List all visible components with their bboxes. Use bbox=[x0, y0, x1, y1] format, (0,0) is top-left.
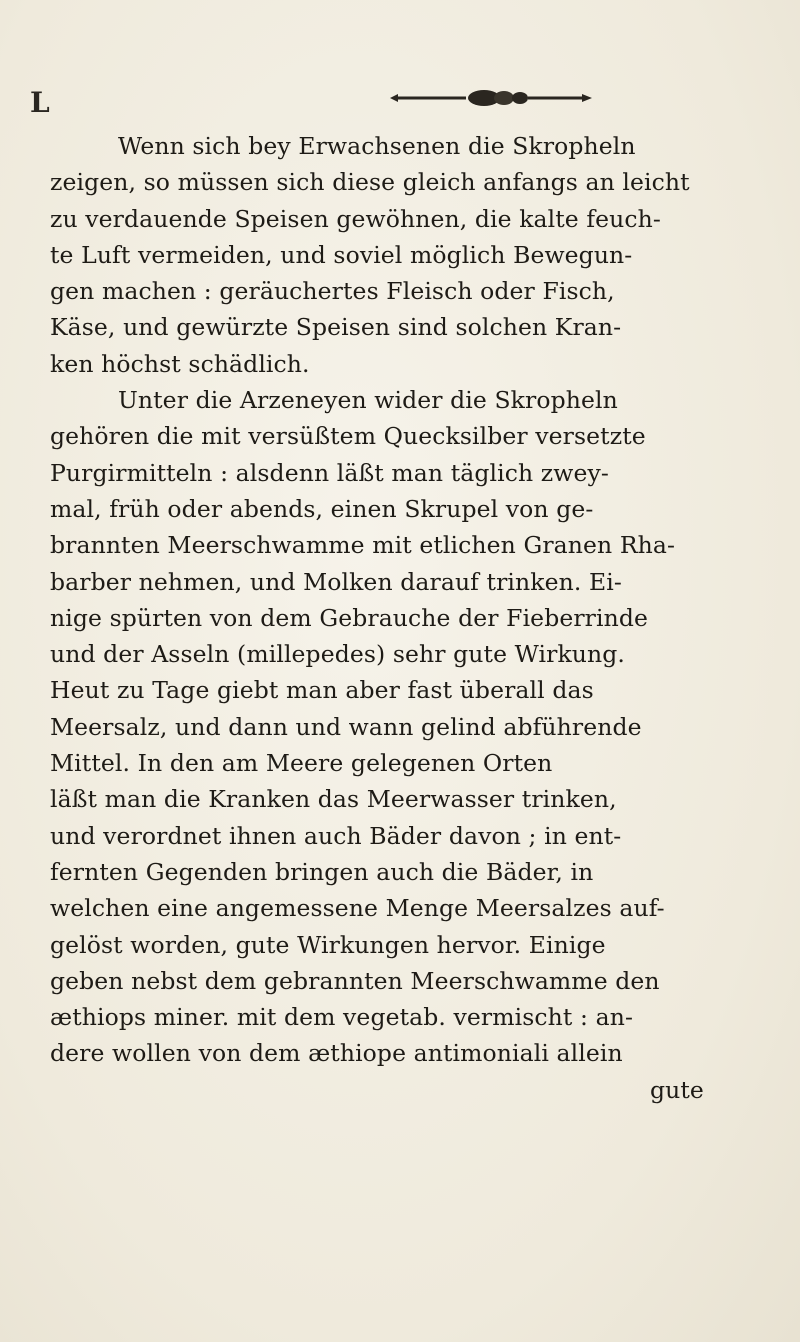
text-line: zeigen, so müssen sich diese gleich anfangs an leicht bbox=[50, 168, 690, 197]
text-line: brannten Meerschwamme mit etlichen Granen Rha- bbox=[50, 531, 675, 560]
text-line: mal, früh oder abends, einen Skrupel von ge- bbox=[50, 494, 594, 523]
text-line: æthiops miner. mit dem vegetab. vermischt : an- bbox=[50, 1003, 633, 1032]
text-line: te Luft vermeiden, und soviel möglich Bewegun- bbox=[50, 240, 633, 269]
text-line: ken höchst schädlich. bbox=[50, 349, 310, 378]
text-line: Meersalz, und dann und wann gelind abführende bbox=[50, 712, 642, 741]
text-line: gen machen : geräuchertes Fleisch oder Fisch, bbox=[50, 277, 615, 306]
body-text bbox=[50, 128, 762, 1108]
text-line: dere wollen von dem æthiope antimoniali allein bbox=[50, 1039, 623, 1068]
text-line: und der Asseln (millepedes) sehr gute Wirkung. bbox=[50, 640, 625, 669]
text-line: Unter die Arzeneyen wider die Skropheln bbox=[118, 386, 618, 415]
text-line: und verordnet ihnen auch Bäder davon ; in ent- bbox=[50, 821, 622, 850]
text-line: gehören die mit versüßtem Quecksilber versetzte bbox=[50, 422, 646, 451]
text-line: nige spürten von dem Gebrauche der Fieberrinde bbox=[50, 603, 649, 632]
text-line: läßt man die Kranken das Meerwasser trinken, bbox=[50, 785, 617, 814]
text-line: Wenn sich bey Erwachsenen die Skropheln bbox=[118, 132, 636, 160]
text-line: Mittel. In den am Meere gelegenen Orten bbox=[50, 749, 553, 778]
text-line: barber nehmen, und Molken darauf trinken. Ei- bbox=[50, 567, 622, 596]
page-number: L bbox=[30, 86, 50, 119]
text-line: geben nebst dem gebrannten Meerschwamme den bbox=[50, 966, 660, 995]
text-line: zu verdauende Speisen gewöhnen, die kalte feuch- bbox=[50, 204, 661, 233]
text-line: gelöst worden, gute Wirkungen hervor. Einige bbox=[50, 930, 606, 959]
text-line: Purgirmitteln : alsdenn läßt man täglich zwey- bbox=[50, 458, 609, 487]
text-line: Käse, und gewürzte Speisen sind solchen Kran- bbox=[50, 313, 622, 342]
catchword: gute bbox=[650, 1075, 704, 1104]
text-line: fernten Gegenden bringen auch die Bäder, in bbox=[50, 857, 594, 886]
text-line: welchen eine angemessene Menge Meersalzes auf- bbox=[50, 894, 665, 923]
printer-ornament-icon bbox=[388, 86, 594, 110]
text-line: Heut zu Tage giebt man aber fast überall das bbox=[50, 676, 594, 705]
